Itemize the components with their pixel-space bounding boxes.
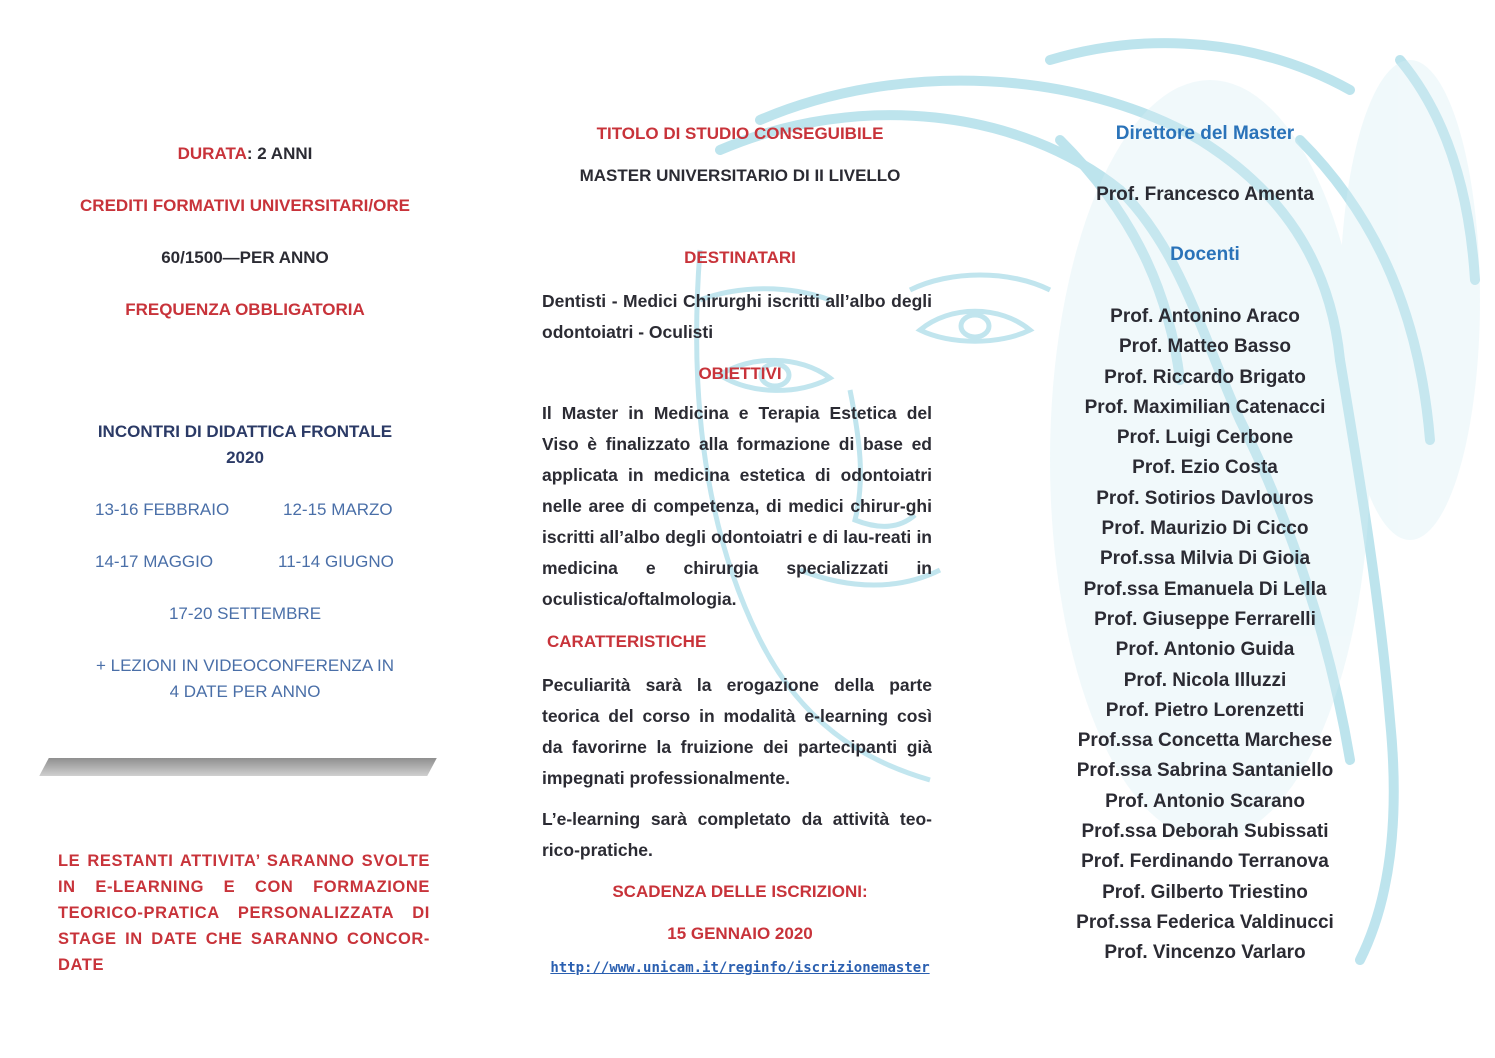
teacher-name: Prof.ssa Milvia Di Gioia <box>1099 548 1311 570</box>
teacher-name: Prof. Antonio Guida <box>1115 639 1295 661</box>
crediti-value: 60/1500—PER ANNO <box>161 248 329 267</box>
teacher-name: Prof. Vincenzo Varlaro <box>1104 942 1306 964</box>
durata-label: DURATA <box>177 144 247 163</box>
director-name: Prof. Francesco Amenta <box>1096 184 1314 205</box>
video-lessons-line1: + LEZIONI IN VIDEOCONFERENZA IN <box>95 656 395 675</box>
destinatari-label: DESTINATARI <box>684 248 796 267</box>
teacher-list <box>1030 302 1380 969</box>
durata-value: : 2 ANNI <box>246 144 313 163</box>
divider-bar <box>39 758 437 776</box>
frequenza-label: FREQUENZA OBBLIGATORIA <box>125 300 365 319</box>
date-item: 11-14 GIUGNO <box>278 552 394 571</box>
titolo-label: TITOLO DI STUDIO CONSEGUIBILE <box>596 124 884 143</box>
date-item: 12-15 MARZO <box>283 500 393 519</box>
date-item: 17-20 SETTEMBRE <box>168 604 322 623</box>
teacher-name: Prof. Luigi Cerbone <box>1116 427 1294 449</box>
teacher-name: Prof. Pietro Lorenzetti <box>1105 699 1305 721</box>
teacher-name: Prof. Maurizio Di Cicco <box>1101 518 1309 540</box>
registration-link[interactable]: http://www.unicam.it/reginfo/iscrizionemaster <box>550 960 930 976</box>
teacher-name: Prof. Gilberto Triestino <box>1102 881 1308 903</box>
teacher-name: Prof.ssa Concetta Marchese <box>1077 730 1333 752</box>
teacher-name: Prof. Nicola Illuzzi <box>1123 669 1287 691</box>
destinatari-text: Dentisti - Medici Chirurghi iscritti all’albo degli odontoiatri - Oculisti <box>542 291 932 342</box>
teacher-name: Prof. Giuseppe Ferrarelli <box>1094 608 1316 630</box>
teacher-name: Prof. Antonio Scarano <box>1105 790 1305 812</box>
middle-panel <box>520 0 960 1058</box>
teacher-name: Prof. Antonino Araco <box>1110 306 1300 327</box>
elearning-text: L’e-learning sarà completato da attività teo-rico-pratiche. <box>542 809 932 860</box>
caratteristiche-label: CARATTERISTICHE <box>547 632 707 651</box>
teacher-name: Prof. Ferdinando Terranova <box>1081 851 1329 873</box>
obiettivi-text: Il Master in Medicina e Terapia Estetica del Viso è finalizzato alla formazione di base ed applicata in medicina estetica di odontoiatri nelle aree di competenza, di medici chirur-ghi iscritti all’albo degli odontoiatri e di lau-reati in medicina e chirurgia specializzati in oculistica/oftalmologia. <box>542 403 932 609</box>
incontri-title: INCONTRI DI DIDATTICA FRONTALE <box>97 422 393 441</box>
date-item: 14-17 MAGGIO <box>95 552 214 571</box>
teacher-name: Prof.ssa Sabrina Santaniello <box>1076 760 1334 782</box>
teacher-name: Prof. Ezio Costa <box>1132 457 1278 479</box>
right-panel <box>1030 0 1380 1058</box>
director-label: Direttore del Master <box>1115 123 1295 144</box>
teacher-name: Prof. Maximilian Catenacci <box>1084 396 1326 418</box>
obiettivi-label: OBIETTIVI <box>698 364 782 383</box>
teacher-name: Prof. Sotirios Davlouros <box>1096 487 1314 509</box>
final-note: LE RESTANTI ATTIVITA’ SARANNO SVOLTE IN E-LEARNING E CON FORMAZIONE TEORICO-PRATICA PERSONALIZZATA DI STAGE IN DATE CHE SARANNO CONCOR-DATE <box>58 852 430 974</box>
durata-line <box>0 144 490 164</box>
video-lessons-line2: 4 DATE PER ANNO <box>169 682 321 701</box>
left-panel <box>0 0 490 1058</box>
crediti-label: CREDITI FORMATIVI UNIVERSITARI/ORE <box>80 196 410 215</box>
titolo-value: MASTER UNIVERSITARIO DI II LIVELLO <box>579 166 901 185</box>
teacher-name: Prof.ssa Federica Valdinucci <box>1076 911 1334 933</box>
teacher-name: Prof.ssa Deborah Subissati <box>1081 821 1329 843</box>
docenti-label: Docenti <box>1170 244 1240 265</box>
teacher-name: Prof. Riccardo Brigato <box>1104 366 1306 388</box>
teacher-name: Prof.ssa Emanuela Di Lella <box>1083 578 1327 600</box>
teacher-name: Prof. Matteo Basso <box>1118 336 1292 358</box>
incontri-year: 2020 <box>226 448 264 467</box>
date-item: 13-16 FEBBRAIO <box>95 500 230 519</box>
scadenza-label: SCADENZA DELLE ISCRIZIONI: <box>612 882 868 901</box>
caratteristiche-text: Peculiarità sarà la erogazione della parte teorica del corso in modalità e-learning così da favorirne la fruizione dei partecipanti già impegnati professionalmente. <box>542 675 932 788</box>
scadenza-date: 15 GENNAIO 2020 <box>667 924 813 943</box>
